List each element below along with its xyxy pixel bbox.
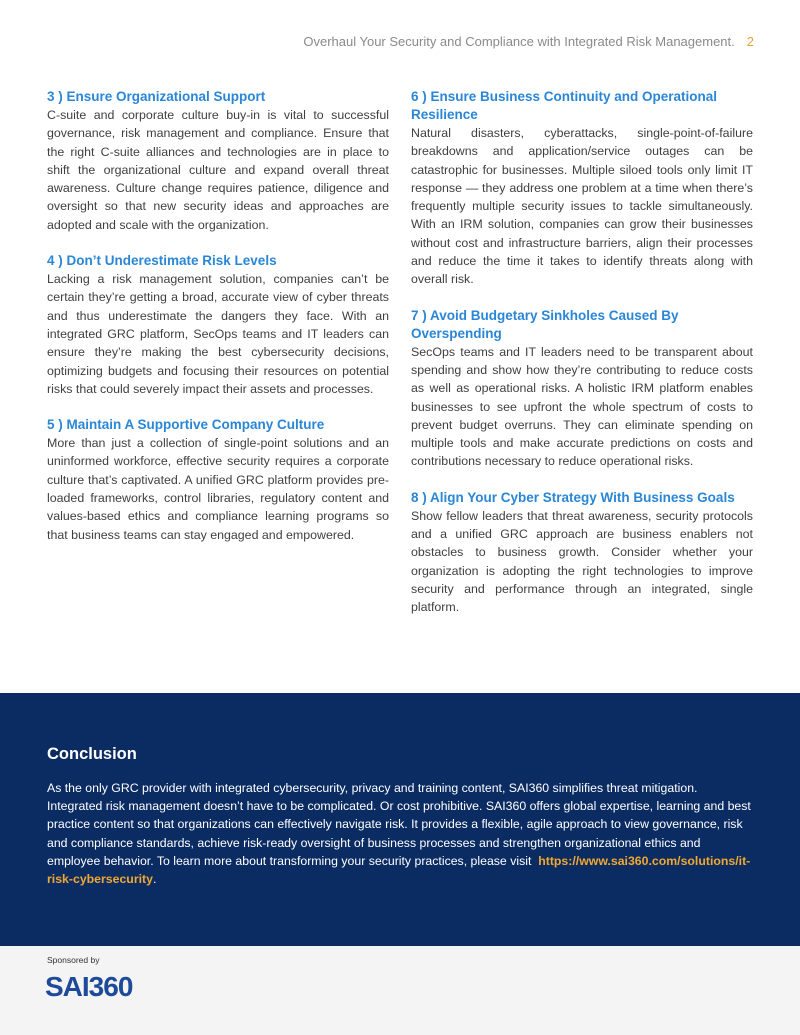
page-number: 2 [746,34,754,49]
section-heading: 7 ) Avoid Budgetary Sinkholes Caused By Overspending [411,307,679,341]
section-heading: 4 ) Don’t Underestimate Risk Levels [47,253,277,269]
section-heading: 6 ) Ensure Business Continuity and Operational Resilience [411,89,718,122]
section-8 [411,489,753,617]
section-7 [411,307,753,471]
document-title: Overhaul Your Security and Compliance with Integrated Risk Management. [303,34,735,49]
link-suffix: . [152,872,157,887]
section-body: More than just a collection of single-point solutions and an uninformed workforce, effective security requires a corporate culture that’s captivated. A unified GRC platform provides pre-loaded frameworks, control libraries, regulatory content and values-based ethics and compliance learning programs so that business teams can stay engaged and empowered. [47,436,389,542]
conclusion-heading: Conclusion [47,745,137,763]
conclusion-band [0,693,800,946]
page-header [303,34,754,49]
left-column [47,88,389,562]
section-5 [47,416,389,544]
conclusion-body [47,779,753,888]
footer [0,946,800,1035]
section-3 [47,88,389,234]
section-body: SecOps teams and IT leaders need to be transparent about spending and show how they’re contributing to reduce costs as well as operational risks. A holistic IRM platform enables businesses to see upfront the whole spectrum of costs to prevent budget overruns. They can eliminate spending on multiple tools and make accurate predictions on costs and contributions necessary to reduce operational risks. [411,344,753,469]
section-body: Show fellow leaders that threat awareness, security protocols and a unified GRC approach are business enablers not obstacles to business growth. Consider whether your organization is adopting the right technologies to improve security and performance through an integrated, single platform. [411,508,753,615]
section-body: Lacking a risk management solution, companies can’t be certain they’re getting a broad, accurate view of cyber threats and thus underestimate the dangers they face. With an integrated GRC platform, SecOps teams and IT leaders can ensure they’re making the best cybersecurity decisions, optimizing budgets and focusing their resources on potential risks that could severely impact their assets and processes. [47,272,389,396]
section-heading: 5 ) Maintain A Supportive Company Culture [47,417,325,433]
section-4 [47,252,389,398]
solutions-link[interactable]: https://www.sai360.com/solutions/it-risk-cybersecurity [47,853,751,887]
section-heading: 3 ) Ensure Organizational Support [47,89,266,104]
section-heading: 8 ) Align Your Cyber Strategy With Business Goals [411,489,735,505]
right-column [411,88,753,635]
sponsored-label: Sponsored by [47,955,100,965]
conclusion-text: As the only GRC provider with integrated cybersecurity, privacy and training content, SAI360 simplifies threat mitigation. Integrated risk management doesn’t have to be complicated. Or cost prohibitive. SAI360 offers global expertise, learning and best practice content so that organizations can effectively navigate risk. It provides a flexible, agile approach to view governance, risk and compliance standards, achieve risk-ready oversight of business processes and strengthen organizational ethics and employee behavior. To learn more about transforming your security practices, please visit [47,781,751,868]
section-6 [411,88,753,289]
logo-text: SAI360 [45,971,133,1000]
sai360-logo [45,970,149,1000]
section-body: C-suite and corporate culture buy-in is vital to successful governance, risk management and compliance. Ensure that the right C-suite alliances and technologies are in place to shift the organizational culture and expand overall threat awareness. Culture change requires patience, diligence and oversight so that new security ideas and approaches are adopted and scale with the organization. [47,108,389,232]
section-body: Natural disasters, cyberattacks, single-point-of-failure breakdowns and application/service outages can be catastrophic for businesses. Multiple siloed tools only limit IT response — they address one problem at a time when there’s frequently multiple security issues to tackle simultaneously. With an IRM solution, companies can grow their businesses without cost and infrastructure barriers, align their processes and reduce the time it takes to identify threats along with overall risk. [411,126,753,287]
